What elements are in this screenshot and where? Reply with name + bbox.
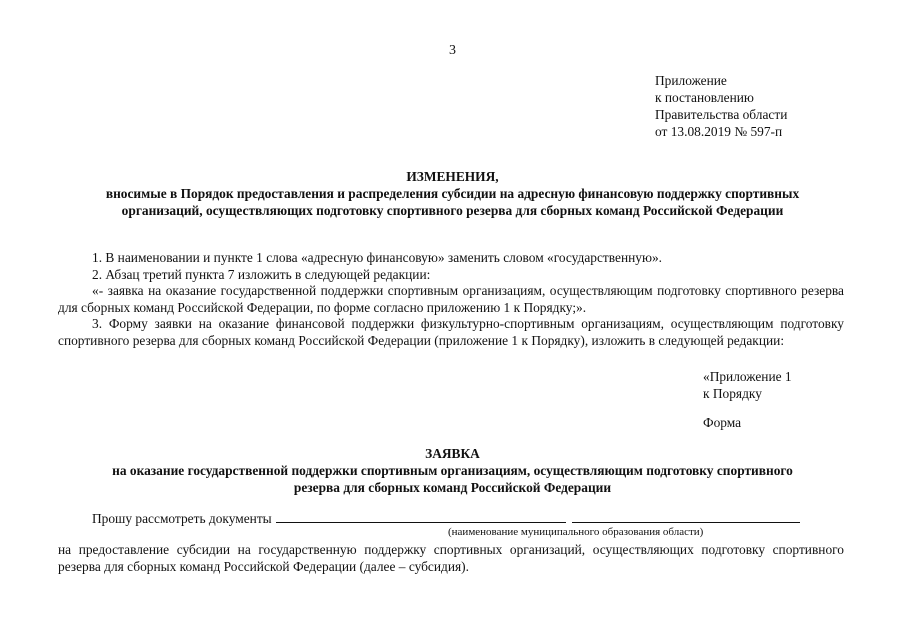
appendix-line-3: Правительства области <box>655 107 788 122</box>
request-line-prefix: Прошу рассмотреть документы <box>92 511 272 526</box>
changes-title: ИЗМЕНЕНИЯ, <box>406 169 499 184</box>
appendix-1-header <box>703 368 792 402</box>
closing-paragraph: на предоставление субсидии на государственную поддержку спортивных организаций, осуществляющих подготовку спортивного резерва для сборных команд Российской Федерации (далее – субсидия). <box>58 542 844 574</box>
appendix-line-4: от 13.08.2019 № 597-п <box>655 124 783 139</box>
changes-subtitle: вносимые в Порядок предоставления и распределения субсидии на адресную финансовую поддержку спортивных организаций, осуществляющих подготовку спортивного резерва для сборных команд Российской Федерации <box>105 186 800 218</box>
paragraph-3: «- заявка на оказание государственной поддержки спортивным организациям, осуществляющим подготовку спортивного резерва для сборных команд Российской Федерации, по форме согласно приложению 1 к Порядку;». <box>58 283 844 315</box>
municipality-blank-field[interactable] <box>276 510 800 523</box>
request-subtitle: на оказание государственной поддержки спортивным организациям, осуществляющим подготовку спортивного резерва для сборных команд Российской Федерации <box>112 463 793 495</box>
appendix-header <box>655 72 787 140</box>
appendix-1-line-1: «Приложение 1 <box>703 369 792 384</box>
blank-field-gap <box>566 521 572 523</box>
page-number: 3 <box>449 43 456 58</box>
form-label: Форма <box>703 415 742 430</box>
appendix-1-line-2: к Порядку <box>703 386 762 401</box>
paragraph-2: 2. Абзац третий пункта 7 изложить в следующей редакции: <box>92 266 431 282</box>
request-title: ЗАЯВКА <box>425 446 480 461</box>
request-line <box>92 510 800 527</box>
paragraph-1: 1. В наименовании и пункте 1 слова «адресную финансовую» заменить словом «государственную». <box>92 250 663 265</box>
body-text <box>58 250 844 349</box>
closing-text <box>58 542 844 575</box>
appendix-line-1: Приложение <box>655 73 727 88</box>
field-caption: (наименование муниципального образования области) <box>448 526 704 538</box>
paragraph-4: 3. Форму заявки на оказание финансовой поддержки физкультурно-спортивным организациям, осуществляющим подготовку спортивного резерва для сборных команд Российской Федерации (приложение 1 к Порядку), изложить в следующей редакции: <box>58 316 844 348</box>
appendix-line-2: к постановлению <box>655 90 754 105</box>
